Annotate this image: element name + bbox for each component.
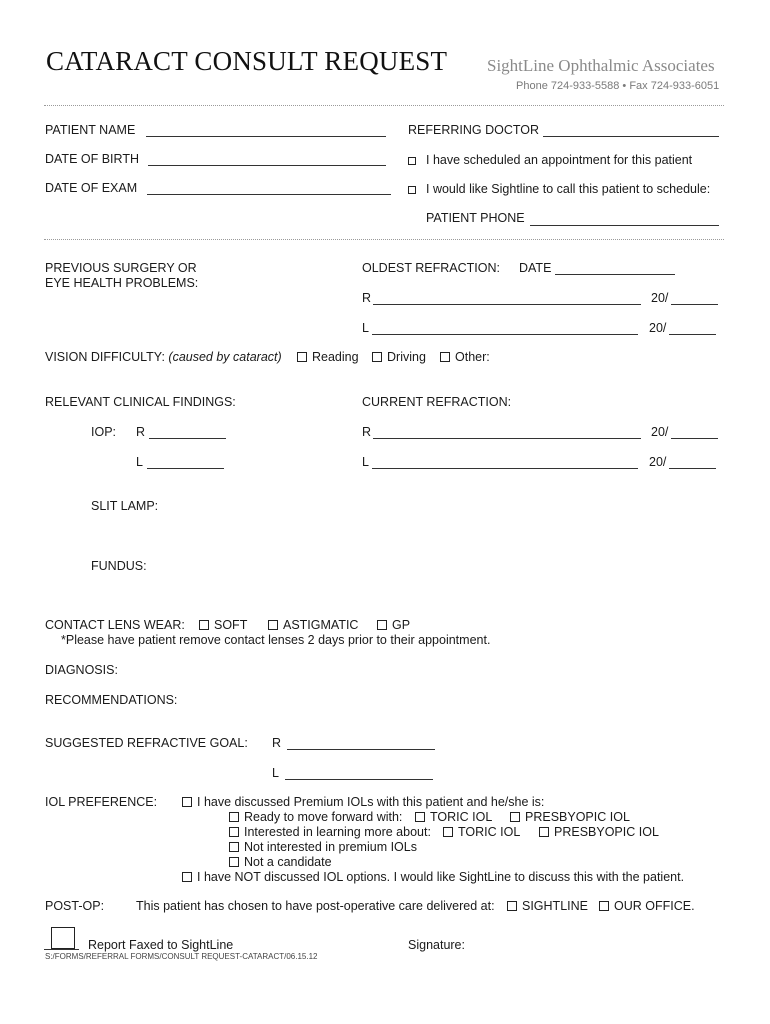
oldest-r-label: R — [362, 291, 372, 305]
checkbox[interactable] — [440, 352, 450, 362]
gp-option[interactable]: GP — [377, 618, 410, 632]
exam-date-field[interactable] — [147, 194, 391, 195]
iol-interested-option[interactable]: Interested in learning more about: — [229, 825, 431, 839]
patient-phone-field[interactable] — [530, 225, 719, 226]
checkbox[interactable] — [372, 352, 382, 362]
iol-discussed-option[interactable]: I have discussed Premium IOLs with this patient and he/she is: — [182, 795, 544, 809]
iol-not-candidate-option[interactable]: Not a candidate — [229, 855, 332, 869]
slit-lamp-label: SLIT LAMP: — [91, 499, 159, 513]
ready-toric-option[interactable]: TORIC IOL — [415, 810, 492, 824]
referring-doctor-field[interactable] — [543, 136, 719, 137]
form-path: S:/FORMS/REFERRAL FORMS/CONSULT REQUEST-CATARACT/06.15.12 — [45, 952, 318, 961]
exam-date-label: DATE OF EXAM — [45, 181, 138, 195]
checkbox[interactable] — [599, 901, 609, 911]
astigmatic-option[interactable]: ASTIGMATIC — [268, 618, 358, 632]
dob-label: DATE OF BIRTH — [45, 152, 139, 166]
checkbox[interactable] — [229, 857, 239, 867]
faxed-underline — [44, 949, 79, 950]
divider — [44, 239, 724, 240]
page-title: CATARACT CONSULT REQUEST — [46, 46, 448, 76]
iol-preference-label: IOL PREFERENCE: — [45, 795, 158, 809]
iop-l-label: L — [136, 455, 143, 469]
interested-toric-option[interactable]: TORIC IOL — [443, 825, 520, 839]
checkbox[interactable] — [510, 812, 520, 822]
post-op-text: This patient has chosen to have post-operative care delivered at: — [136, 899, 495, 913]
patient-name-field[interactable] — [146, 136, 386, 137]
divider — [44, 105, 724, 106]
diagnosis-label: DIAGNOSIS: — [45, 663, 118, 677]
current-l-acuity-label: 20/ — [649, 455, 667, 469]
oldest-refraction-label: OLDEST REFRACTION: — [362, 261, 500, 275]
ready-presbyopic-option[interactable]: PRESBYOPIC IOL — [510, 810, 630, 824]
current-l-acuity-field[interactable] — [669, 468, 716, 469]
contact-lens-label: CONTACT LENS WEAR: — [45, 618, 185, 632]
oldest-date-field[interactable] — [555, 274, 675, 275]
scheduled-option[interactable]: I have scheduled an appointment for this patient — [408, 153, 692, 167]
patient-phone-label: PATIENT PHONE — [426, 211, 525, 225]
practice-name: SightLine Ophthalmic Associates — [487, 56, 715, 75]
checkbox[interactable] — [268, 620, 278, 630]
current-l-field[interactable] — [372, 468, 638, 469]
post-op-label: POST-OP: — [45, 899, 105, 913]
fundus-label: FUNDUS: — [91, 559, 147, 573]
current-r-acuity-label: 20/ — [651, 425, 669, 439]
previous-surgery-label: PREVIOUS SURGERY OR — [45, 261, 197, 275]
report-faxed-label: Report Faxed to SightLine — [88, 938, 234, 952]
goal-r-field[interactable] — [287, 749, 435, 750]
patient-name-label: PATIENT NAME — [45, 123, 136, 137]
practice-contact: Phone 724-933-5588 • Fax 724-933-6051 — [516, 80, 720, 92]
eye-health-label: EYE HEALTH PROBLEMS: — [45, 276, 199, 290]
soft-option[interactable]: SOFT — [199, 618, 247, 632]
checkbox[interactable] — [229, 827, 239, 837]
checkbox[interactable] — [408, 186, 416, 194]
vision-difficulty-label: VISION DIFFICULTY: (caused by cataract) — [45, 350, 282, 364]
checkbox[interactable] — [229, 812, 239, 822]
iop-l-field[interactable] — [147, 468, 224, 469]
iol-not-interested-option[interactable]: Not interested in premium IOLs — [229, 840, 417, 854]
oldest-r-field[interactable] — [373, 304, 641, 305]
current-r-label: R — [362, 425, 372, 439]
oldest-l-label: L — [362, 321, 369, 335]
checkbox[interactable] — [539, 827, 549, 837]
refractive-goal-label: SUGGESTED REFRACTIVE GOAL: — [45, 736, 248, 750]
iop-r-field[interactable] — [149, 438, 226, 439]
our-office-option[interactable]: OUR OFFICE. — [599, 899, 695, 913]
iol-not-discussed-option[interactable]: I have NOT discussed IOL options. I would like SightLine to discuss this with the patient. — [182, 870, 684, 884]
iol-ready-option[interactable]: Ready to move forward with: — [229, 810, 402, 824]
current-refraction-label: CURRENT REFRACTION: — [362, 395, 512, 409]
oldest-date-label: DATE — [519, 261, 552, 275]
checkbox[interactable] — [182, 872, 192, 882]
other-option[interactable]: Other: — [440, 350, 490, 364]
checkbox[interactable] — [182, 797, 192, 807]
oldest-r-acuity-field[interactable] — [671, 304, 718, 305]
reading-option[interactable]: Reading — [297, 350, 359, 364]
oldest-l-acuity-field[interactable] — [669, 334, 716, 335]
recommendations-label: RECOMMENDATIONS: — [45, 693, 178, 707]
checkbox[interactable] — [443, 827, 453, 837]
iop-label: IOP: — [91, 425, 117, 439]
clinical-findings-label: RELEVANT CLINICAL FINDINGS: — [45, 395, 236, 409]
oldest-l-field[interactable] — [372, 334, 638, 335]
goal-l-label: L — [272, 766, 279, 780]
checkbox[interactable] — [507, 901, 517, 911]
dob-field[interactable] — [148, 165, 386, 166]
interested-presbyopic-option[interactable]: PRESBYOPIC IOL — [539, 825, 659, 839]
goal-r-label: R — [272, 736, 282, 750]
checkbox[interactable] — [297, 352, 307, 362]
signature-label: Signature: — [408, 938, 465, 952]
checkbox[interactable] — [415, 812, 425, 822]
call-to-schedule-option[interactable]: I would like Sightline to call this patient to schedule: — [408, 182, 710, 196]
sightline-option[interactable]: SIGHTLINE — [507, 899, 588, 913]
goal-l-field[interactable] — [285, 779, 433, 780]
driving-option[interactable]: Driving — [372, 350, 426, 364]
faxed-checkbox[interactable] — [51, 927, 75, 949]
contact-lens-note: *Please have patient remove contact lenses 2 days prior to their appointment. — [61, 633, 491, 647]
oldest-r-acuity-label: 20/ — [651, 291, 669, 305]
iop-r-label: R — [136, 425, 146, 439]
checkbox[interactable] — [199, 620, 209, 630]
referring-doctor-label: REFERRING DOCTOR — [408, 123, 540, 137]
checkbox[interactable] — [229, 842, 239, 852]
current-r-field[interactable] — [373, 438, 641, 439]
current-l-label: L — [362, 455, 369, 469]
checkbox[interactable] — [377, 620, 387, 630]
checkbox[interactable] — [408, 157, 416, 165]
oldest-l-acuity-label: 20/ — [649, 321, 667, 335]
current-r-acuity-field[interactable] — [671, 438, 718, 439]
